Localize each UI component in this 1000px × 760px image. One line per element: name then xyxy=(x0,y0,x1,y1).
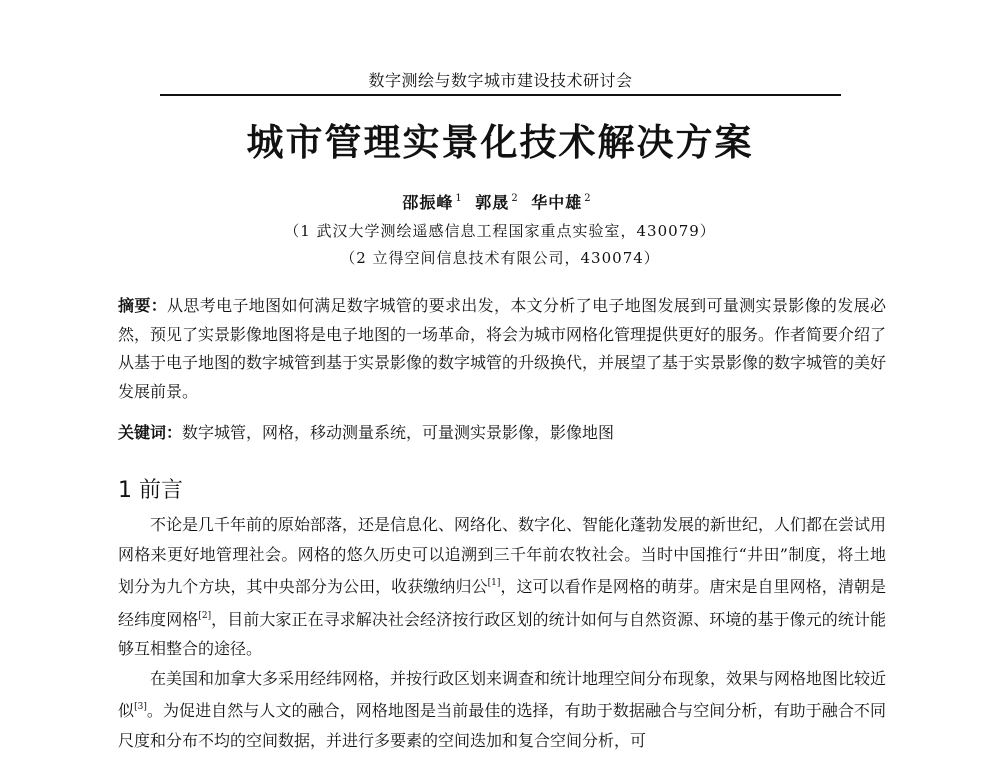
affiliation-2: （2 立得空间信息技术有限公司，430074） xyxy=(340,249,660,267)
keywords xyxy=(118,420,886,446)
keywords-label: 关键词： xyxy=(118,423,183,442)
section-heading: 1 前言 xyxy=(118,478,183,503)
author-list xyxy=(0,190,1000,213)
author-name: 华中雄 xyxy=(531,193,583,212)
paper-title: 城市管理实景化技术解决方案 xyxy=(246,121,754,164)
abstract-label: 摘要： xyxy=(118,296,168,315)
author-affil-mark: 2 xyxy=(584,193,592,204)
paragraph xyxy=(118,664,886,756)
header-rule xyxy=(160,94,841,96)
paragraph xyxy=(118,510,886,664)
affiliation-1: （1 武汉大学测绘遥感信息工程国家重点实验室，430079） xyxy=(284,222,716,240)
paragraph-text: ，目前大家正在寻求解决社会经济按行政区划的统计如何与自然资源、环境的基于像元的统计能够互相整合的途径。 xyxy=(118,609,886,658)
paragraph-text: 。为促进自然与人文的融合，网格地图是当前最佳的选择，有助于数据融合与空间分析，有助于融合不同尺度和分布不均的空间数据，并进行多要素的空间迭加和复合空间分析，可 xyxy=(118,701,886,750)
running-header: 数字测绘与数字城市建设技术研讨会 xyxy=(368,71,633,90)
author-affil-mark: 2 xyxy=(511,193,519,204)
author-name: 郭晟 xyxy=(475,193,510,212)
citation-ref[interactable]: [1] xyxy=(487,578,501,588)
citation-ref[interactable]: [2] xyxy=(198,610,212,621)
section-body xyxy=(118,510,886,755)
abstract-text: 从思考电子地图如何满足数字城管的要求出发，本文分析了电子地图发展到可量测实景影像的发展必然，预见了实景影像地图将是电子地图的一场革命，将会为城市网格化管理提供更好的服务。作者简要介绍了从基于电子地图的数字城管到基于实景影像的数字城管的升级换代，并展望了基于实景影像的数字城管的美好发展前景。 xyxy=(118,296,887,401)
paragraph-text: 不论是几千年前的原始部落，还是信息化、网络化、数字化、智能化蓬勃发展的新世纪，人们都在尝试用网格来更好地管理社会。网格的悠久历史可以追溯到三千年前农牧社会。当时中国推行“井田”制度，将土地划分为九个方块，其中央部分为公田，收获缴纳归公 xyxy=(118,515,887,596)
abstract xyxy=(118,292,886,406)
author-name: 邵振峰 xyxy=(402,193,454,212)
citation-ref[interactable]: [3] xyxy=(134,702,147,712)
keywords-text: 数字城管，网格，移动测量系统，可量测实景影像，影像地图 xyxy=(182,423,615,442)
paragraph-text: 在美国和加拿大多采用经纬网格，并按行政区划来调查和统计地理空间分布现象，效果与网格地图比较近似 xyxy=(118,668,887,720)
paragraph-text: ，这可以看作是网格的萌芽。唐宋是自里网格，清朝是经纬度网格 xyxy=(118,577,886,629)
author-affil-mark: 1 xyxy=(455,193,463,204)
